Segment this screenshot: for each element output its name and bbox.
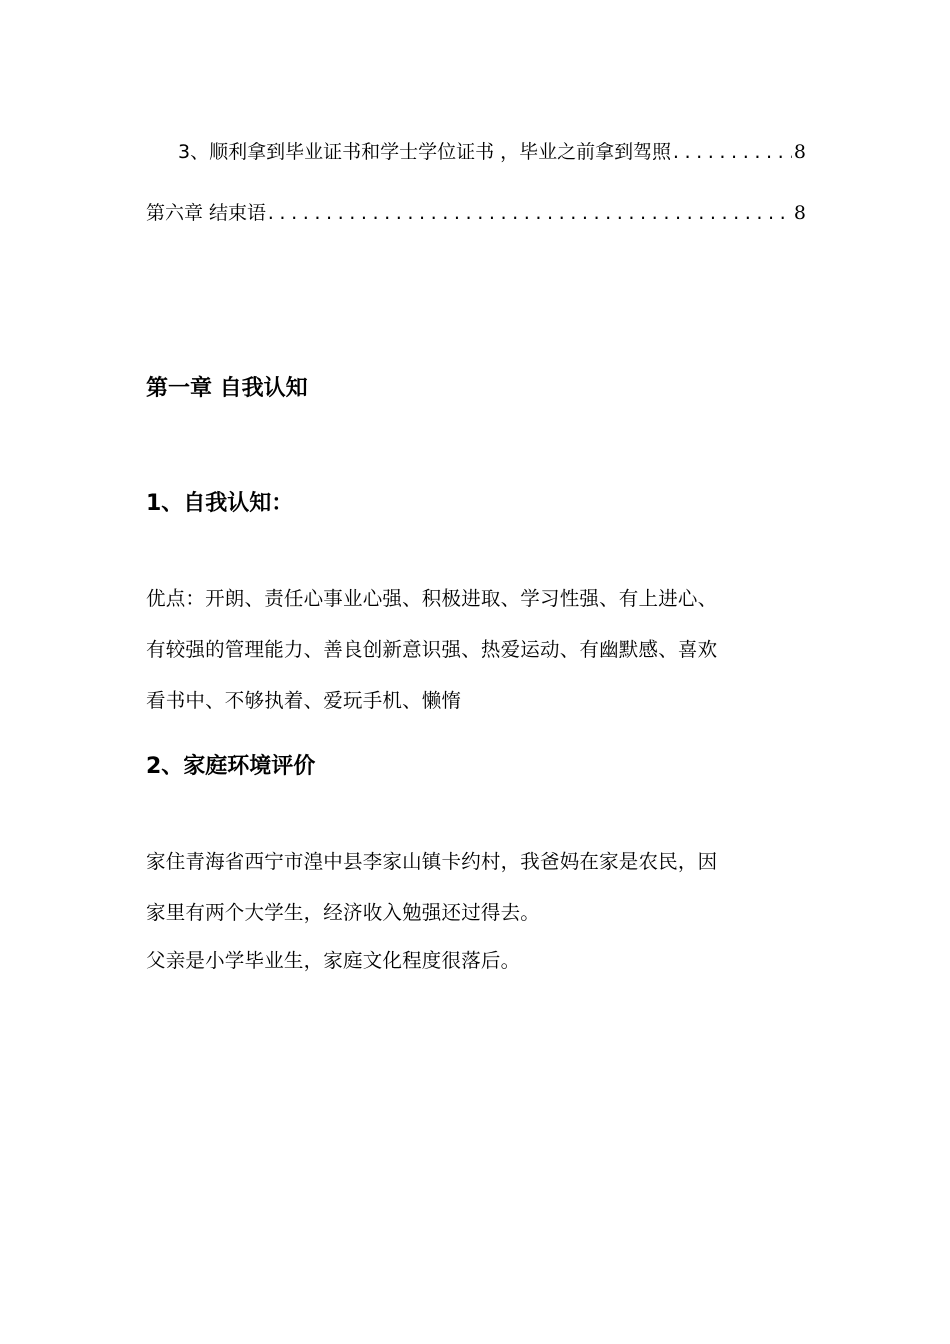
section-heading-family-environment: 2、家庭环境评价 <box>146 754 316 779</box>
toc-entry-text: 3、顺利拿到毕业证书和学士学位证书 ，毕业之前拿到驾照 <box>178 141 672 163</box>
paragraph-line: 看书中、不够执着、爱玩手机、懒惰 <box>146 689 462 712</box>
section-heading-self-awareness: 1、自我认知： <box>146 491 294 516</box>
paragraph-line: 家住青海省西宁市湟中县李家山镇卡约村，我爸妈在家是农民，因 <box>146 850 718 873</box>
paragraph-line: 父亲是小学毕业生，家庭文化程度很落后。 <box>146 949 521 972</box>
toc-leader-dots <box>671 140 792 166</box>
self-awareness-paragraph <box>146 573 808 726</box>
toc-entry-text: 第六章 结束语 <box>146 202 267 224</box>
toc-entry[interactable] <box>146 200 806 227</box>
paragraph-line: 家里有两个大学生，经济收入勉强还过得去。 <box>146 901 541 924</box>
paragraph-line: 有较强的管理能力、善良创新意识强、热爱运动、有幽默感、喜欢 <box>146 638 718 661</box>
toc-leader-dots <box>266 201 792 227</box>
family-education-paragraph <box>146 935 808 986</box>
toc-page-number: 8 <box>793 202 806 224</box>
family-environment-paragraph <box>146 836 808 938</box>
chapter-title: 第一章 自我认知 <box>146 376 308 401</box>
paragraph-line: 优点：开朗、责任心事业心强、积极进取、学习性强、有上进心、 <box>146 587 718 610</box>
toc-page-number: 8 <box>793 141 806 163</box>
toc-entry[interactable] <box>178 139 806 166</box>
